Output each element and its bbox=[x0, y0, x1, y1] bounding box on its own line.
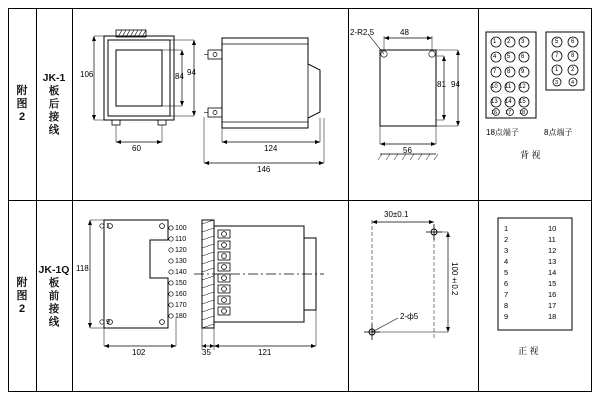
tl-left-4: 4 bbox=[504, 257, 509, 266]
tl-right-12: 12 bbox=[548, 246, 557, 255]
tl-right-13: 13 bbox=[548, 257, 557, 266]
dim-30: 30±0.1 bbox=[384, 210, 409, 219]
row2-hole-pattern-area bbox=[348, 200, 478, 392]
tl-right-11: 11 bbox=[548, 235, 556, 244]
fv-num-120: 120 bbox=[175, 247, 187, 254]
dim-35: 35 bbox=[202, 348, 211, 357]
dim-2r25: 2-R2.5 bbox=[350, 28, 375, 37]
term18-num-10: 10 bbox=[491, 84, 498, 90]
term18-num-1: 1 bbox=[493, 39, 497, 45]
dim-100: 100±0.2 bbox=[450, 262, 459, 296]
row2-sheet-label-line2: 图 bbox=[16, 289, 28, 302]
row1-model-line3: 后 bbox=[48, 97, 60, 110]
row2-model-line4: 接 bbox=[48, 302, 60, 315]
term18-num-16: 16 bbox=[491, 110, 498, 116]
caption-18-terminal: 18点端子 bbox=[486, 128, 519, 137]
tl-right-17: 17 bbox=[548, 301, 557, 310]
dim-106: 106 bbox=[80, 70, 94, 79]
row2-terminal-list-area bbox=[478, 200, 592, 392]
fv-num-150: 150 bbox=[175, 280, 187, 287]
tl-right-18: 18 bbox=[548, 312, 557, 321]
term8-num-3: 3 bbox=[555, 80, 559, 86]
term18-num-13: 13 bbox=[491, 99, 498, 105]
term18-num-7: 7 bbox=[493, 69, 497, 75]
term8-num-2: 2 bbox=[571, 67, 575, 73]
tl-left-1: 1 bbox=[504, 224, 509, 233]
fv-num-140: 140 bbox=[175, 269, 187, 276]
row2-model-line2: 板 bbox=[48, 276, 60, 289]
row2-sheet-label bbox=[8, 200, 36, 392]
row2-drawing-area bbox=[72, 200, 348, 392]
dim-94: 94 bbox=[187, 68, 196, 77]
fv-num-110: 110 bbox=[175, 236, 187, 243]
term18-num-4: 4 bbox=[493, 54, 497, 60]
dim-146: 146 bbox=[257, 165, 271, 174]
row2-sheet-label-line1: 附 bbox=[16, 276, 28, 289]
term8-num-4: 4 bbox=[571, 80, 575, 86]
dim-2-phi5: 2-ф5 bbox=[400, 312, 419, 321]
tl-left-3: 3 bbox=[504, 246, 509, 255]
row1-model-line4: 接 bbox=[48, 110, 60, 123]
dim-48: 48 bbox=[400, 28, 409, 37]
dim-81: 81 bbox=[437, 80, 446, 89]
term18-num-5: 5 bbox=[507, 54, 511, 60]
caption-8-terminal: 8点端子 bbox=[544, 128, 573, 137]
caption-rear-view: 背 视 bbox=[520, 150, 541, 160]
row1-model-label bbox=[36, 8, 72, 200]
term8-num-1: 1 bbox=[555, 67, 559, 73]
dim-94-cutout: 94 bbox=[451, 80, 460, 89]
term18-num-14: 14 bbox=[505, 99, 512, 105]
row1-front-and-side-view bbox=[72, 8, 348, 200]
tl-left-5: 5 bbox=[504, 268, 509, 277]
row1-terminal-layout-area bbox=[478, 8, 592, 200]
dim-121: 121 bbox=[258, 348, 272, 357]
row1-sheet-label bbox=[8, 8, 36, 200]
row1-sheet-label-line2: 图 bbox=[16, 97, 28, 110]
term18-num-12: 12 bbox=[519, 84, 526, 90]
tl-right-10: 10 bbox=[548, 224, 557, 233]
row1-sheet-label-line3: 2 bbox=[18, 110, 26, 123]
dim-56: 56 bbox=[403, 146, 412, 155]
row2-model-line5: 线 bbox=[48, 315, 60, 328]
term8-num-8: 8 bbox=[571, 53, 575, 59]
tl-left-9: 9 bbox=[504, 312, 509, 321]
fv-num-1: 1 bbox=[106, 223, 110, 230]
row2-model-line3: 前 bbox=[48, 289, 60, 302]
dim-124: 124 bbox=[264, 144, 278, 153]
row1-model-line2: 板 bbox=[48, 84, 60, 97]
fv-num-130: 130 bbox=[175, 258, 187, 265]
row2-model-line1: JK-1Q bbox=[38, 263, 70, 276]
fv-num-9: 9 bbox=[106, 319, 110, 326]
tl-left-2: 2 bbox=[504, 235, 509, 244]
term8-num-5: 5 bbox=[555, 39, 559, 45]
dim-118: 118 bbox=[76, 264, 89, 273]
tl-right-16: 16 bbox=[548, 290, 557, 299]
tl-left-8: 8 bbox=[504, 301, 509, 310]
term18-num-11: 11 bbox=[505, 84, 512, 90]
tl-left-7: 7 bbox=[504, 290, 509, 299]
tl-right-15: 15 bbox=[548, 279, 557, 288]
fv-num-100: 100 bbox=[175, 225, 187, 232]
caption-front-view: 正 视 bbox=[518, 346, 539, 356]
row1-model-line5: 线 bbox=[48, 123, 60, 136]
term18-num-9: 9 bbox=[521, 69, 525, 75]
term8-num-7: 7 bbox=[555, 53, 559, 59]
row2-hole-pattern-drawing bbox=[348, 200, 478, 392]
term18-num-3: 3 bbox=[521, 39, 525, 45]
tl-left-6: 6 bbox=[504, 279, 509, 288]
dim-84: 84 bbox=[175, 72, 184, 81]
term18-num-2: 2 bbox=[507, 39, 511, 45]
row2-sheet-label-line3: 2 bbox=[18, 302, 26, 315]
term18-num-18: 18 bbox=[519, 110, 526, 116]
term18-num-17: 17 bbox=[505, 110, 512, 116]
row1-model-line1: JK-1 bbox=[42, 71, 66, 84]
row1-drawing-area bbox=[72, 8, 348, 200]
fv-num-160: 160 bbox=[175, 291, 187, 298]
term18-num-15: 15 bbox=[519, 99, 526, 105]
tl-right-14: 14 bbox=[548, 268, 557, 277]
fv-num-180: 180 bbox=[175, 313, 187, 320]
term18-num-6: 6 bbox=[521, 54, 525, 60]
term18-num-8: 8 bbox=[507, 69, 511, 75]
row2-terminal-list-box bbox=[478, 200, 592, 392]
dim-102: 102 bbox=[132, 348, 146, 357]
term8-num-6: 6 bbox=[571, 39, 575, 45]
row1-sheet-label-line1: 附 bbox=[16, 84, 28, 97]
row2-front-and-side-view bbox=[72, 200, 348, 392]
row2-model-label bbox=[36, 200, 72, 392]
row1-panel-cutout-area bbox=[348, 8, 478, 200]
dim-60: 60 bbox=[132, 144, 141, 153]
fv-num-170: 170 bbox=[175, 302, 187, 309]
